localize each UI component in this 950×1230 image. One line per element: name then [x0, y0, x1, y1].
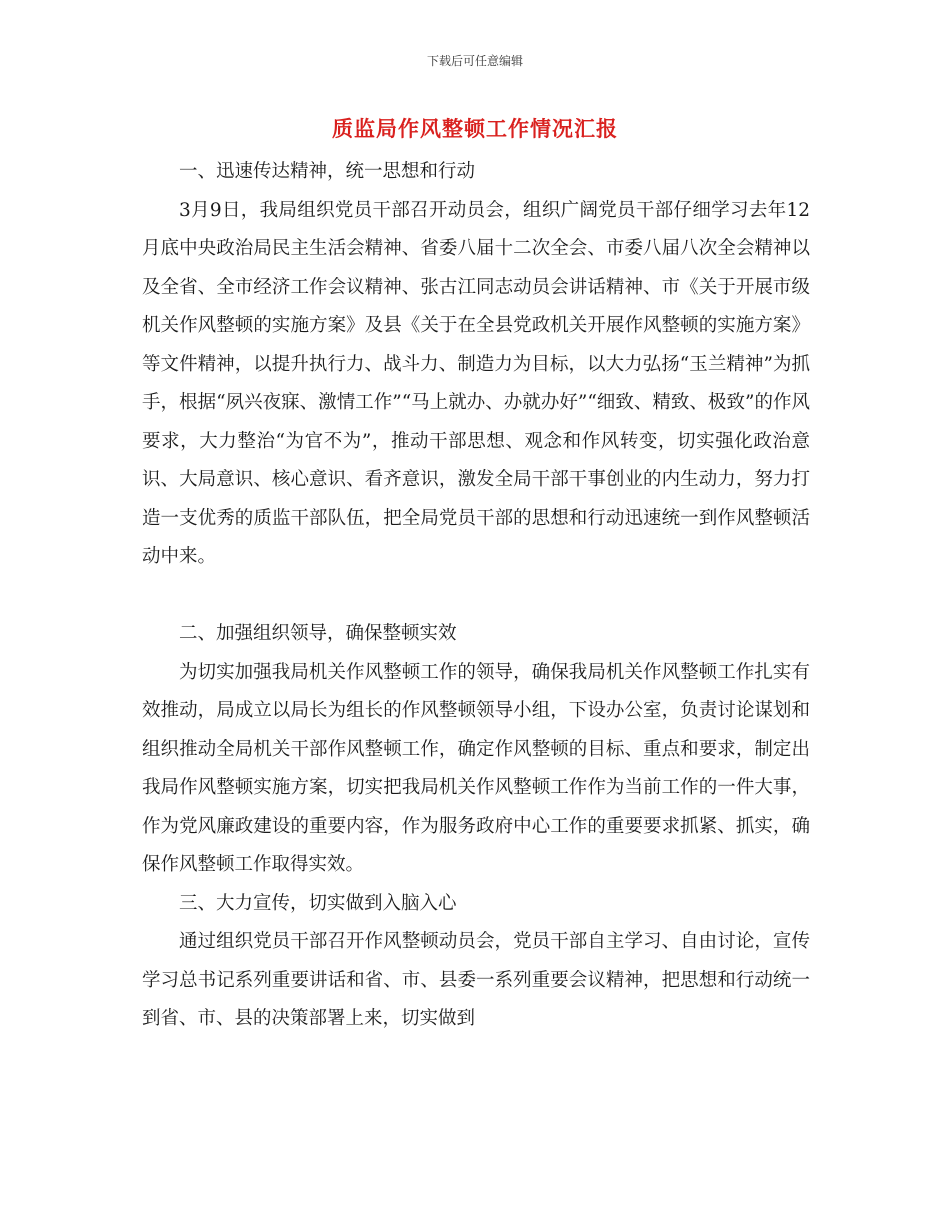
page-header-note: 下载后可任意编辑 — [426, 54, 523, 68]
section-heading-2: 二、加强组织领导，确保整顿实效 — [179, 623, 457, 644]
section-body-1: 3月9日，我局组织党员干部召开动员会，组织广阔党员干部仔细学习去年12月底中央政治局民主生活会精神、省委八届十二次全会、市委八届八次全会精神以及全省、全市经济工作会议精神、张古江同志动员会讲话精神、市《关于开展市级机关作风整顿的实施方案》及县《关于在全县党政机关开展作风整顿的实施方案》等文件精神，以提升执行力、战斗力、制造力为目标，以大力弘扬“玉兰精神”为抓手，根据“夙兴夜寐、激情工作”“马上就办、办就办好”“细致、精致、极致”的作风要求，大力整治“为官不为”，推动干部思想、观念和作风转变，切实强化政治意识、大局意识、核心意识、看齐意识，激发全局干部干事创业的内生动力，努力打造一支优秀的质监干部队伍，把全局党员干部的思想和行动迅速统一到作风整顿活动中来。 — [142, 199, 810, 567]
section-heading-1: 一、迅速传达精神，统一思想和行动 — [179, 161, 476, 182]
section-heading-3: 三、大力宣传，切实做到入脑入心 — [179, 892, 457, 914]
document-body — [142, 153, 810, 1039]
section-body-2: 为切实加强我局机关作风整顿工作的领导，确保我局机关作风整顿工作扎实有效推动，局成立以局长为组长的作风整顿领导小组，下设办公室，负责讨论谋划和组织推动全局机关干部作风整顿工作，确定作风整顿的目标、重点和要求，制定出我局作风整顿实施方案，切实把我局机关作风整顿工作作为当前工作的一件大事，作为党风廉政建设的重要内容，作为服务政府中心工作的重要要求抓紧、抓实，确保作风整顿工作取得实效。 — [142, 661, 810, 875]
document-title: 质监局作风整顿工作情况汇报 — [332, 116, 618, 141]
section-body-3: 通过组织党员干部召开作风整顿动员会，党员干部自主学习、自由讨论，宣传学习总书记系列重要讲话和省、市、县委一系列重要会议精神，把思想和行动统一到省、市、县的决策部署上来，切实做到 — [142, 931, 810, 1029]
